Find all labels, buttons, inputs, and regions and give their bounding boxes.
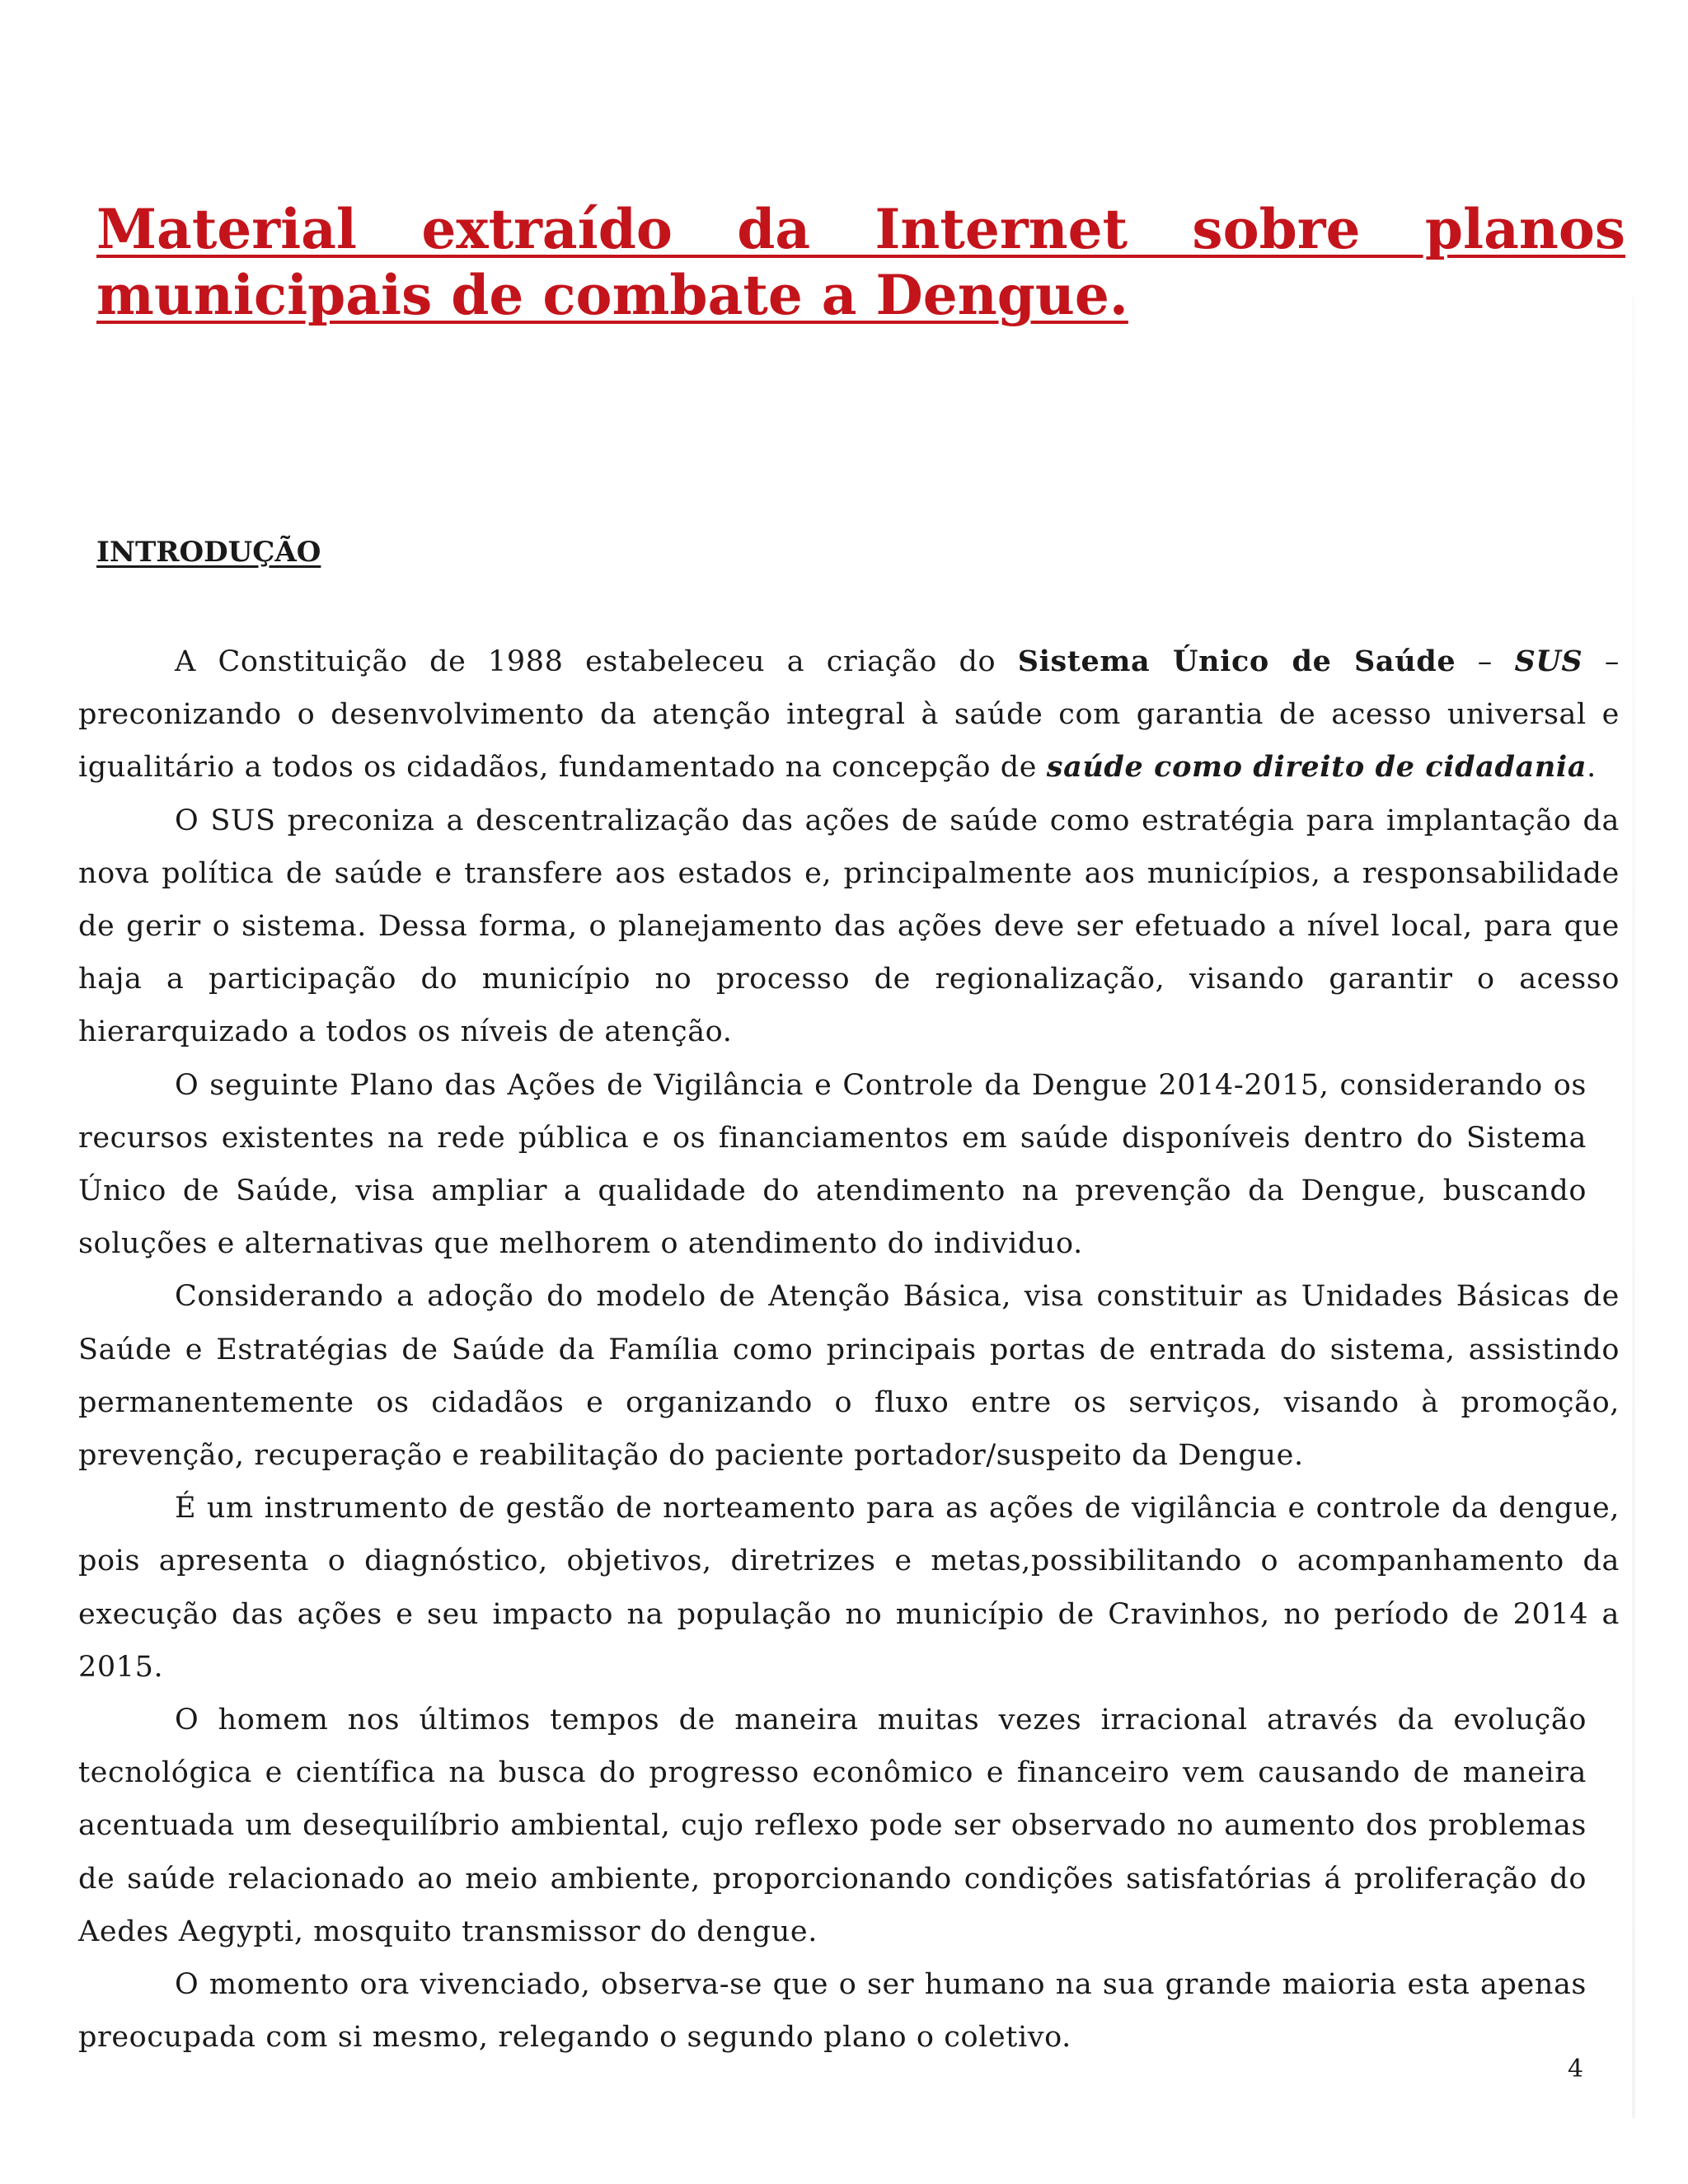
paragraph-4: Considerando a adoção do modelo de Atenção Básica, visa constituir as Unidades Básicas de Saúde e Estratégias de Saúde da Família como principais portas de entrada do sistema, assistindo permanentemente os cidadãos e organizando o fluxo entre os serviços, visando à promoção, prevenção, recuperação e reabilitação do paciente portador/suspeito da Dengue. [78,1280,1620,1473]
title-line-1: Material extraído da Internet sobre planos [96,197,1625,261]
p1-text-1: A Constituição de 1988 estabeleceu a criação do [175,645,1018,678]
p1-text-2: – [1456,645,1515,678]
section-heading: INTRODUÇÃO [96,536,321,569]
document-title [96,196,1625,328]
title-line-2: municipais de combate a Dengue. [96,263,1128,327]
paragraph-3: O seguinte Plano das Ações de Vigilância e Controle da Dengue 2014-2015, considerando os recursos existentes na rede pública e os financiamentos em saúde disponíveis dentro do Sistema Único de Saúde, visa ampliar a qualidade do atendimento na prevenção da Dengue, buscando soluções e alternativas que melhorem o atendimento do individuo. [78,1068,1587,1261]
page-edge-shadow [1632,297,1635,2118]
paragraph-1 [78,635,1620,794]
p1-text-4: . [1587,751,1597,785]
page-number: 4 [1568,2055,1584,2083]
paragraph-7: O momento ora vivenciado, observa-se que o ser humano na sua grande maioria esta apenas preocupada com si mesmo, relegando o segundo plano o coletivo. [78,1968,1587,2055]
body-text [78,635,1620,2064]
paragraph-6: O homem nos últimos tempos de maneira muitas vezes irracional através da evolução tecnológica e científica na busca do progresso econômico e financeiro vem causando de maneira acentuada um desequilíbrio ambiental, cujo reflexo pode ser observado no aumento dos problemas de saúde relacionado ao meio ambiente, proporcionando condições satisfatórias á proliferação do Aedes Aegypti, mosquito transmissor do dengue. [78,1704,1587,1948]
p1-text-3: – preconizando o desenvolvimento da atenção integral à saúde com garantia de acesso universal e igualitário a todos os cidadãos, fundamentado na concepção de [78,645,1620,785]
paragraph-5: É um instrumento de gestão de norteamento para as ações de vigilância e controle da dengue, pois apresenta o diagnóstico, objetivos, diretrizes e metas,possibilitando o acompanhamento da execução das ações e seu impacto na população no município de Cravinhos, no período de 2014 a 2015. [78,1492,1620,1684]
p1-bold-sus-name: Sistema Único de Saúde [1017,644,1456,678]
p1-bold-italic-phrase: saúde como direito de cidadania [1046,750,1587,785]
paragraph-2: O SUS preconiza a descentralização das ações de saúde como estratégia para implantação da nova política de saúde e transfere aos estados e, principalmente aos municípios, a responsabilidade de gerir o sistema. Dessa forma, o planejamento das ações deve ser efetuado a nível local, para que haja a participação do município no processo de regionalização, visando garantir o acesso hierarquizado a todos os níveis de atenção. [78,804,1620,1049]
p1-bold-italic-sus: SUS [1514,644,1583,678]
